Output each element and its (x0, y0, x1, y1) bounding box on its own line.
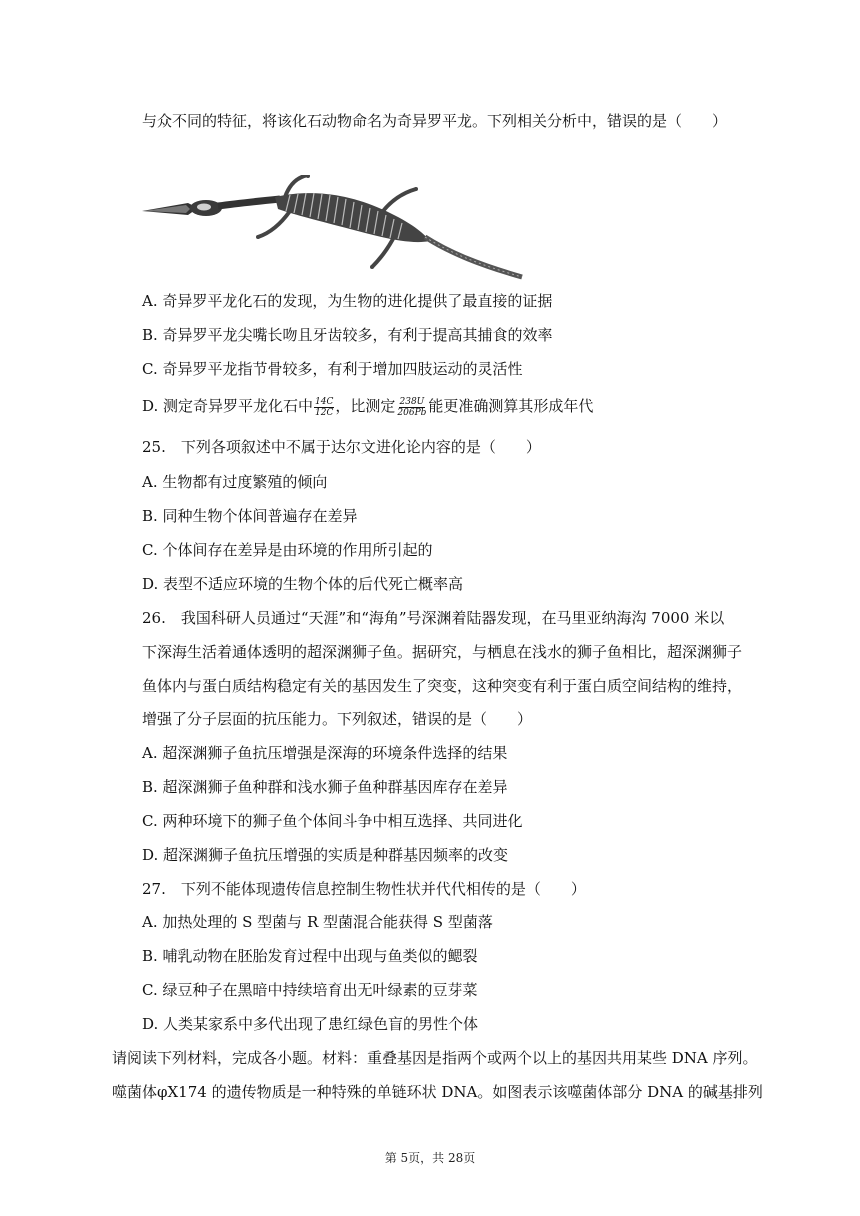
q24-option-c: C. 奇异罗平龙指节骨较多，有利于增加四肢运动的灵活性 (142, 360, 523, 378)
question-26-stem-line-3: 鱼体内与蛋白质结构稳定有关的基因发生了突变，这种突变有利于蛋白质空间结构的维持， (142, 677, 743, 695)
q24-option-d-suffix: 能更准确测算其形成年代 (428, 397, 594, 415)
carbon-ratio-fraction (314, 397, 334, 418)
q26-option-c: C. 两种环境下的狮子鱼个体间斗争中相互选择、共同进化 (142, 812, 523, 830)
uranium-lead-ratio-fraction (396, 397, 427, 418)
question-26-stem-line-2: 下深海生活着通体透明的超深渊狮子鱼。据研究，与栖息在浅水的狮子鱼相比，超深渊狮子 (142, 643, 743, 661)
question-26-stem-line-4: 增强了分子层面的抗压能力。下列叙述，错误的是（ ） (142, 710, 533, 728)
q27-option-d: D. 人类某家系中多代出现了患红绿色盲的男性个体 (142, 1015, 479, 1033)
fossil-image (140, 175, 525, 285)
question-26-stem-line-1: 26. 我国科研人员通过“天涯”和“海角”号深渊着陆器发现，在马里亚纳海沟 7000 米以 (142, 609, 725, 627)
fraction-denominator: 206Pb (397, 407, 427, 418)
q25-option-a: A. 生物都有过度繁殖的倾向 (142, 473, 328, 491)
q25-option-b: B. 同种生物个体间普遍存在差异 (142, 507, 358, 525)
q26-option-a: A. 超深渊狮子鱼抗压增强是深海的环境条件选择的结果 (142, 744, 508, 762)
q27-option-a: A. 加热处理的 S 型菌与 R 型菌混合能获得 S 型菌落 (142, 913, 493, 931)
question-24-stem-tail: 与众不同的特征，将该化石动物命名为奇异罗平龙。下列相关分析中，错误的是（ ） (142, 112, 728, 130)
q27-option-b: B. 哺乳动物在胚胎发育过程中出现与鱼类似的鳃裂 (142, 947, 478, 965)
q25-option-c: C. 个体间存在差异是由环境的作用所引起的 (142, 541, 433, 559)
q24-option-d-prefix: D. 测定奇异罗平龙化石中 (142, 397, 314, 415)
question-27-stem: 27. 下列不能体现遗传信息控制生物性状并代代相传的是（ ） (142, 880, 586, 898)
q26-option-b: B. 超深渊狮子鱼种群和浅水狮子鱼种群基因库存在差异 (142, 778, 508, 796)
q24-option-d-middle: ，比测定 (335, 397, 396, 415)
q25-option-d: D. 表型不适应环境的生物个体的后代死亡概率高 (142, 575, 464, 593)
fraction-numerator: 14C (315, 396, 334, 407)
q24-option-b: B. 奇异罗平龙尖嘴长吻且牙齿较多，有利于提高其捕食的效率 (142, 326, 553, 344)
question-25-stem: 25. 下列各项叙述中不属于达尔文进化论内容的是（ ） (142, 438, 541, 456)
fraction-denominator: 12C (315, 407, 334, 418)
material-line-2: 噬菌体φX174 的遗传物质是一种特殊的单链环状 DNA。如图表示该噬菌体部分 DNA 的碱基排列 (112, 1083, 763, 1101)
material-line-1: 请阅读下列材料，完成各小题。材料：重叠基因是指两个或两个以上的基因共用某些 DNA 序列。 (112, 1049, 758, 1067)
q24-option-a: A. 奇异罗平龙化石的发现，为生物的进化提供了最直接的证据 (142, 292, 553, 310)
q27-option-c: C. 绿豆种子在黑暗中持续培育出无叶绿素的豆芽菜 (142, 981, 478, 999)
q24-option-d (142, 396, 593, 418)
q26-option-d: D. 超深渊狮子鱼抗压增强的实质是种群基因频率的改变 (142, 846, 509, 864)
fraction-numerator: 238U (399, 396, 425, 407)
page-footer: 第 5页，共 28页 (384, 1151, 476, 1165)
